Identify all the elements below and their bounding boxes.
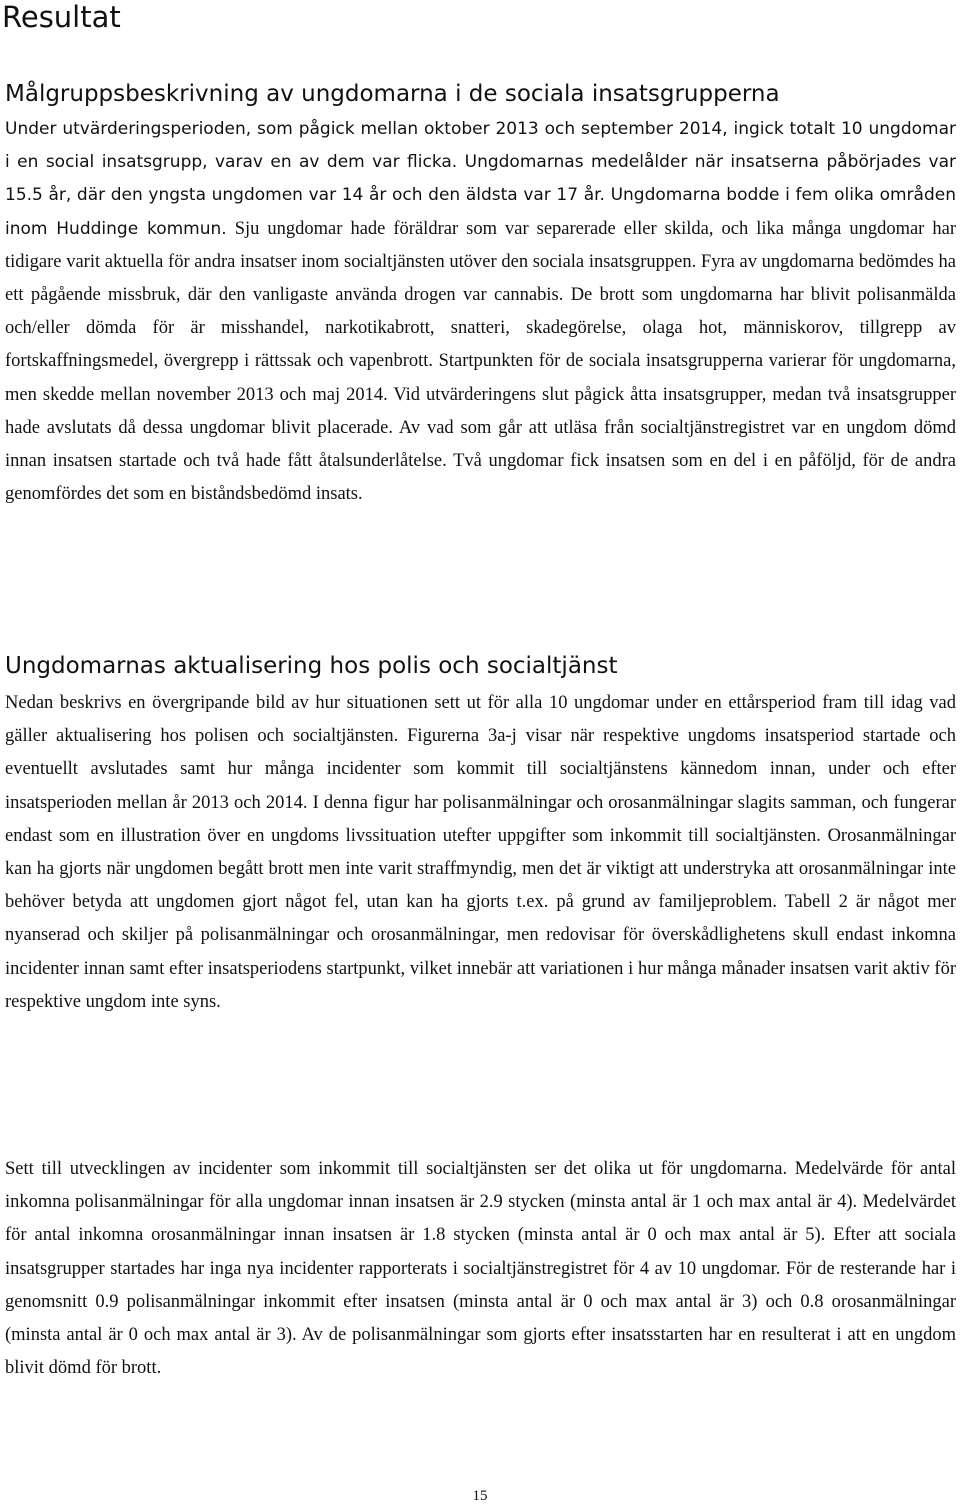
page-title: Resultat	[2, 0, 121, 34]
paragraph-target-group-lead: Under utvärderingsperioden, som pågick mellan oktober 2013 och september 2014, ingick totalt 10 ungdomar i en social insatsgrupp, varav en av dem var flicka. Ungdomarnas medelålder när insatserna påbörjades var 15.5 år, där den yngsta ungdomen var 14 år och den äldsta var 17 år. Ungdomarna bodde i fem olika områden inom Huddinge kommun.	[5, 119, 956, 239]
section-heading-actualisation: Ungdomarnas aktualisering hos polis och socialtjänst	[5, 653, 618, 679]
paragraph-target-group-body: Sju ungdomar hade föräldrar som var separerade eller skilda, och lika många ungdomar har tidigare varit aktuella för andra insatser inom socialtjänsten utöver den sociala insatsgruppen. Fyra av ungdomarna bedömdes ha ett pågående missbruk, där den vanligaste använda drogen var cannabis. De brott som ungdomarna har blivit polisanmälda och/eller dömda för är misshandel, narkotikabrott, snatteri, skadegörelse, olaga hot, människorov, tillgrepp av fortskaffningsmedel, övergrepp i rättssak och vapenbrott. Startpunkten för de sociala insatsgrupperna varierar för ungdomarna, men skedde mellan november 2013 och maj 2014. Vid utvärderingens slut pågick åtta insatsgrupper, medan två insatsgrupper hade avslutats då dessa ungdomar blivit placerade. Av vad som går att utläsa från socialtjänstregistret var en ungdom dömd innan insatsen startade och två hade fått åtalsunderlåtelse. Två ungdomar fick insatsen som en del i en påföljd, för de andra genomfördes det som en biståndsbedömd insats.	[5, 218, 956, 505]
page-number: 15	[472, 1488, 488, 1504]
paragraph-incident-development: Sett till utvecklingen av incidenter som inkommit till socialtjänsten ser det olika ut för ungdomarna. Medelvärde för antal inkomna polisanmälningar för alla ungdomar innan insatsen är 2.9 stycken (minsta antal är 1 och max antal är 4). Medelvärdet för antal inkomna orosanmälningar innan insatsen är 1.8 stycken (minsta antal är 0 och max antal är 5). Efter att sociala insatsgrupper startades har inga nya incidenter rapporterats i socialtjänstregistret för 4 av 10 ungdomar. För de resterande har i genomsnitt 0.9 polisanmälningar inkommit efter insatsen (minsta antal är 0 och max antal är 3) och 0.8 orosanmälningar (minsta antal är 0 och max antal är 3). Av de polisanmälningar som gjorts efter insatsstarten har en resulterat i att en ungdom blivit dömd för brott.	[5, 1159, 956, 1379]
paragraph-target-group	[5, 113, 956, 511]
paragraph-actualisation: Nedan beskrivs en övergripande bild av hur situationen sett ut för alla 10 ungdomar under en ettårsperiod fram till idag vad gäller aktualisering hos polisen och socialtjänsten. Figurerna 3a-j visar när respektive ungdoms insatsperiod startade och eventuellt avslutades samt hur många incidenter som kommit till socialtjänstens kännedom innan, under och efter insatsperioden mellan år 2013 och 2014. I denna figur har polisanmälningar och orosanmälningar slagits samman, och fungerar endast som en illustration över en ungdoms livssituation utefter uppgifter som inkommit till socialtjänsten. Orosanmälningar kan ha gjorts när ungdomen begått brott men inte varit straffmyndig, men det är viktigt att understryka att orosanmälningar inte behöver betyda att ungdomen gjort något fel, utan kan ha gjorts t.ex. på grund av familjeproblem. Tabell 2 är något mer nyanserad och skiljer på polisanmälningar och orosanmälningar, men redovisar för överskådlighetens skull endast inkomna incidenter innan samt efter insatsperiodens startpunkt, vilket innebär att variationen i hur många månader insatsen varit aktiv för respektive ungdom inte syns.	[5, 693, 956, 1012]
section-heading-target-group: Målgruppsbeskrivning av ungdomarna i de sociala insatsgrupperna	[5, 81, 780, 107]
